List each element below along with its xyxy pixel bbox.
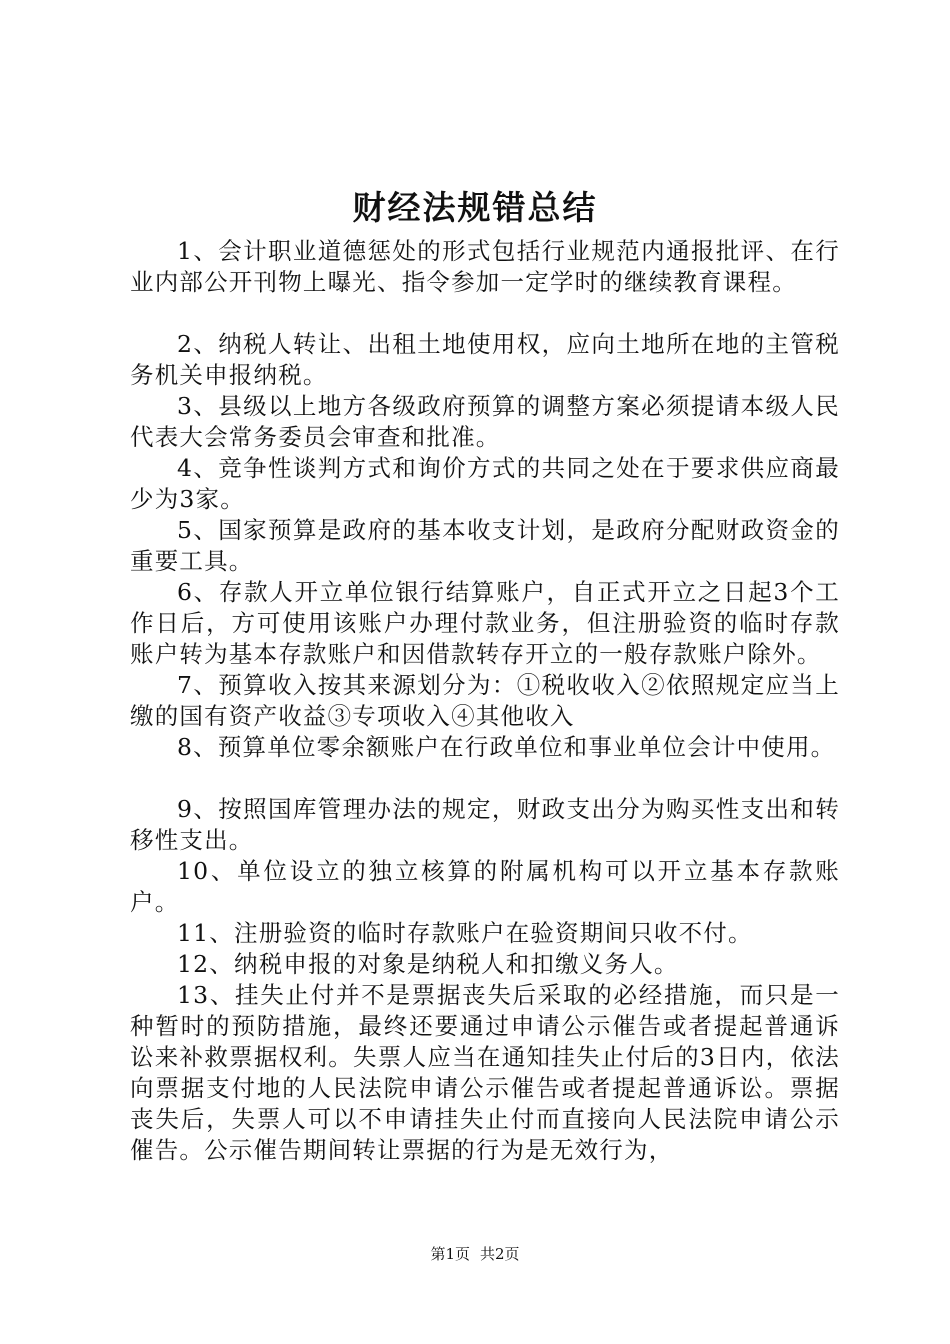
paragraph-4: 4、竞争性谈判方式和询价方式的共同之处在于要求供应商最少为3家。 <box>130 454 840 513</box>
paragraph-6: 6、存款人开立单位银行结算账户，自正式开立之日起3个工作日后，方可使用该账户办理付款业务，但注册验资的临时存款账户转为基本存款账户和因借款转存开立的一般存款账户除外。 <box>130 578 840 668</box>
page-footer <box>0 1244 950 1264</box>
paragraph-1: 1、会计职业道德惩处的形式包括行业规范内通报批评、在行业内部公开刊物上曝光、指令参加一定学时的继续教育课程。 <box>130 237 840 296</box>
paragraph-3: 3、县级以上地方各级政府预算的调整方案必须提请本级人民代表大会常务委员会审查和批准。 <box>130 392 840 451</box>
paragraph-5: 5、国家预算是政府的基本收支计划，是政府分配财政资金的重要工具。 <box>130 516 840 575</box>
page-number: 第1页 <box>430 1245 470 1263</box>
document-body <box>130 236 840 1166</box>
paragraph-11: 11、注册验资的临时存款账户在验资期间只收不付。 <box>177 919 753 947</box>
paragraph-10: 10、单位设立的独立核算的附属机构可以开立基本存款账户。 <box>130 857 840 916</box>
paragraph-2: 2、纳税人转让、出租土地使用权，应向土地所在地的主管税务机关申报纳税。 <box>130 330 840 389</box>
paragraph-8: 8、预算单位零余额账户在行政单位和事业单位会计中使用。 <box>177 733 836 761</box>
paragraph-9: 9、按照国库管理办法的规定，财政支出分为购买性支出和转移性支出。 <box>130 795 840 854</box>
paragraph-7: 7、预算收入按其来源划分为：①税收收入②依照规定应当上缴的国有资产收益③专项收入④其他收入 <box>130 671 840 730</box>
document-title: 财经法规错总结 <box>352 188 598 227</box>
paragraph-12: 12、纳税申报的对象是纳税人和扣缴义务人。 <box>177 950 679 978</box>
paragraph-13: 13、挂失止付并不是票据丧失后采取的必经措施，而只是一种暂时的预防措施，最终还要通过申请公示催告或者提起普通诉讼来补救票据权利。失票人应当在通知挂失止付后的3日内，依法向票据支付地的人民法院申请公示催告或者提起普通诉讼。票据丧失后，失票人可以不申请挂失止付而直接向人民法院申请公示催告。公示催告期间转让票据的行为是无效行为， <box>130 981 840 1164</box>
page-total: 共2页 <box>480 1245 520 1263</box>
